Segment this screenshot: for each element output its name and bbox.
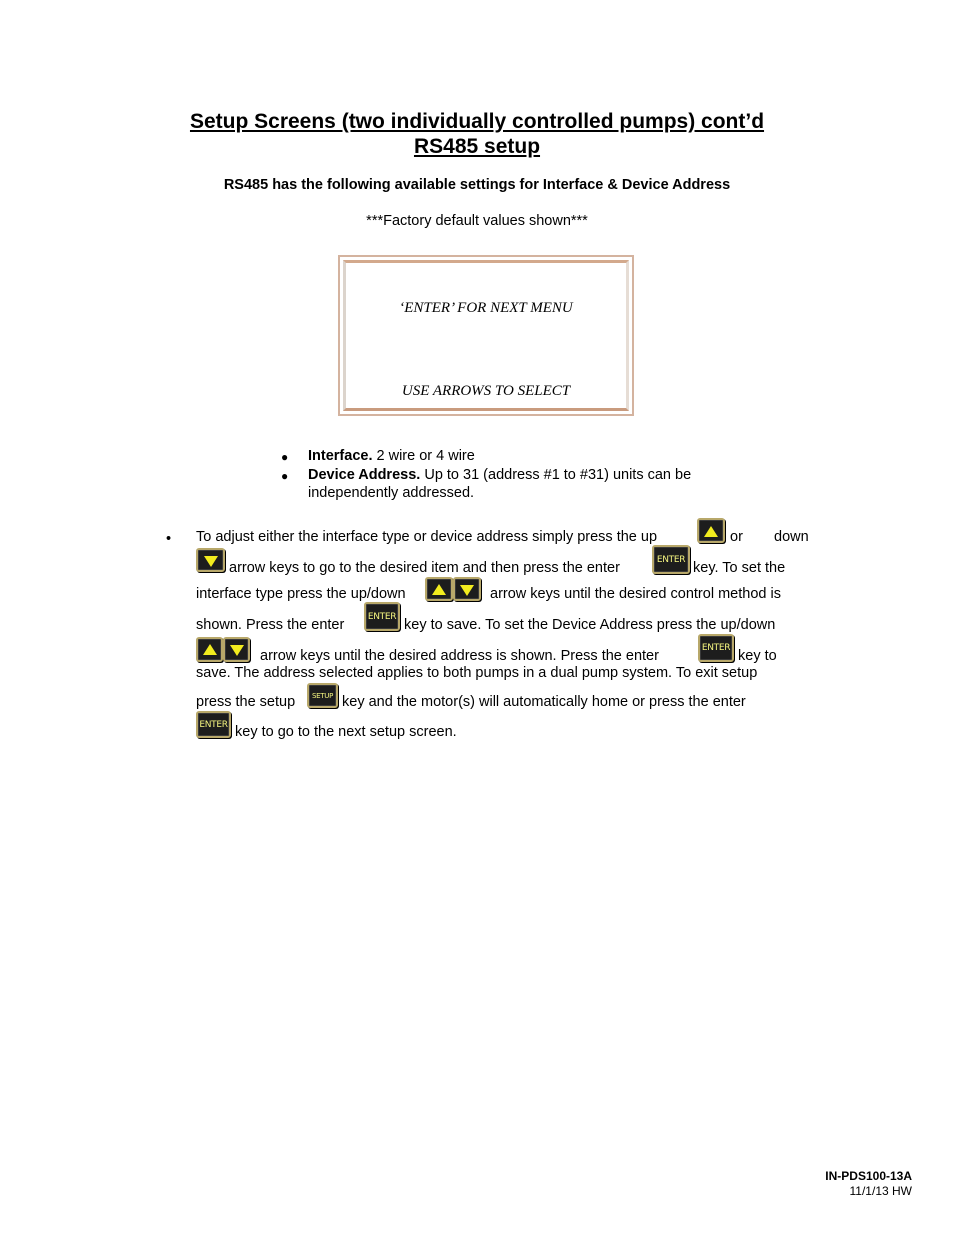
instr-line-3b: arrow keys until the desired control method is bbox=[490, 586, 781, 602]
instructions-bullet: • bbox=[166, 531, 172, 547]
instr-line-6: save. The address selected applies to both pumps in a dual pump system. To exit setup bbox=[196, 665, 758, 681]
instr-line-7a: press the setup bbox=[196, 694, 296, 710]
document-code: IN-PDS100-13A bbox=[825, 1169, 912, 1183]
instr-line-1a: To adjust either the interface type or device address simply press the up bbox=[196, 529, 658, 545]
enter-key-icon: ENTER bbox=[652, 545, 690, 574]
page-title: Setup Screens (two individually controlled pumps) cont’d bbox=[189, 110, 765, 133]
lcd-line-1: ‘ENTER’ FOR NEXT MENU bbox=[399, 300, 573, 316]
up-down-arrow-keys-icon bbox=[196, 637, 250, 662]
enter-key-icon: ENTER bbox=[364, 602, 400, 631]
instr-line-5a: arrow keys until the desired address is shown. Press the enter bbox=[260, 648, 659, 664]
instr-line-2b: key. To set the bbox=[693, 560, 786, 576]
lcd-line-2: USE ARROWS TO SELECT bbox=[401, 383, 571, 399]
lcd-screen-inner bbox=[343, 260, 629, 411]
settings-bullet-2: ● bbox=[281, 469, 289, 483]
intro-text: RS485 has the following available settings for Interface & Device Address bbox=[223, 177, 731, 193]
down-arrow-key-icon bbox=[196, 548, 225, 572]
instr-line-4b: key to save. To set the Device Address press the up/down bbox=[404, 617, 776, 633]
instr-line-1c: down bbox=[774, 529, 809, 545]
instr-line-8: key to go to the next setup screen. bbox=[235, 724, 457, 740]
page-subtitle: RS485 setup bbox=[413, 135, 541, 158]
setting-device-address-cont: independently addressed. bbox=[308, 485, 475, 501]
lcd-screen bbox=[338, 255, 634, 416]
default-note: ***Factory default values shown*** bbox=[366, 213, 588, 229]
setting-interface bbox=[308, 447, 475, 465]
document-date: 11/1/13 HW bbox=[849, 1184, 912, 1198]
instr-line-1b: or bbox=[730, 529, 743, 545]
up-down-arrow-keys-icon bbox=[425, 577, 481, 601]
instr-line-5b: key to bbox=[738, 648, 777, 664]
setting-device-address-label: Device Address. bbox=[308, 467, 421, 483]
enter-key-icon: ENTER bbox=[698, 634, 734, 662]
instr-line-4a: shown. Press the enter bbox=[196, 617, 345, 633]
setting-device-address bbox=[308, 466, 691, 484]
up-arrow-key-icon bbox=[697, 518, 725, 543]
settings-bullet-1: ● bbox=[281, 450, 289, 464]
setting-interface-label: Interface. bbox=[308, 448, 373, 464]
instr-line-3a: interface type press the up/down bbox=[196, 586, 406, 602]
instr-line-7b: key and the motor(s) will automatically home or press the enter bbox=[342, 694, 746, 710]
setting-interface-text: 2 wire or 4 wire bbox=[372, 448, 475, 464]
enter-key-icon: ENTER bbox=[196, 711, 231, 738]
instr-line-2a: arrow keys to go to the desired item and then press the enter bbox=[229, 560, 620, 576]
setting-device-address-text: Up to 31 (address #1 to #31) units can be bbox=[420, 467, 692, 483]
setup-key-icon: SETUP bbox=[307, 683, 338, 708]
